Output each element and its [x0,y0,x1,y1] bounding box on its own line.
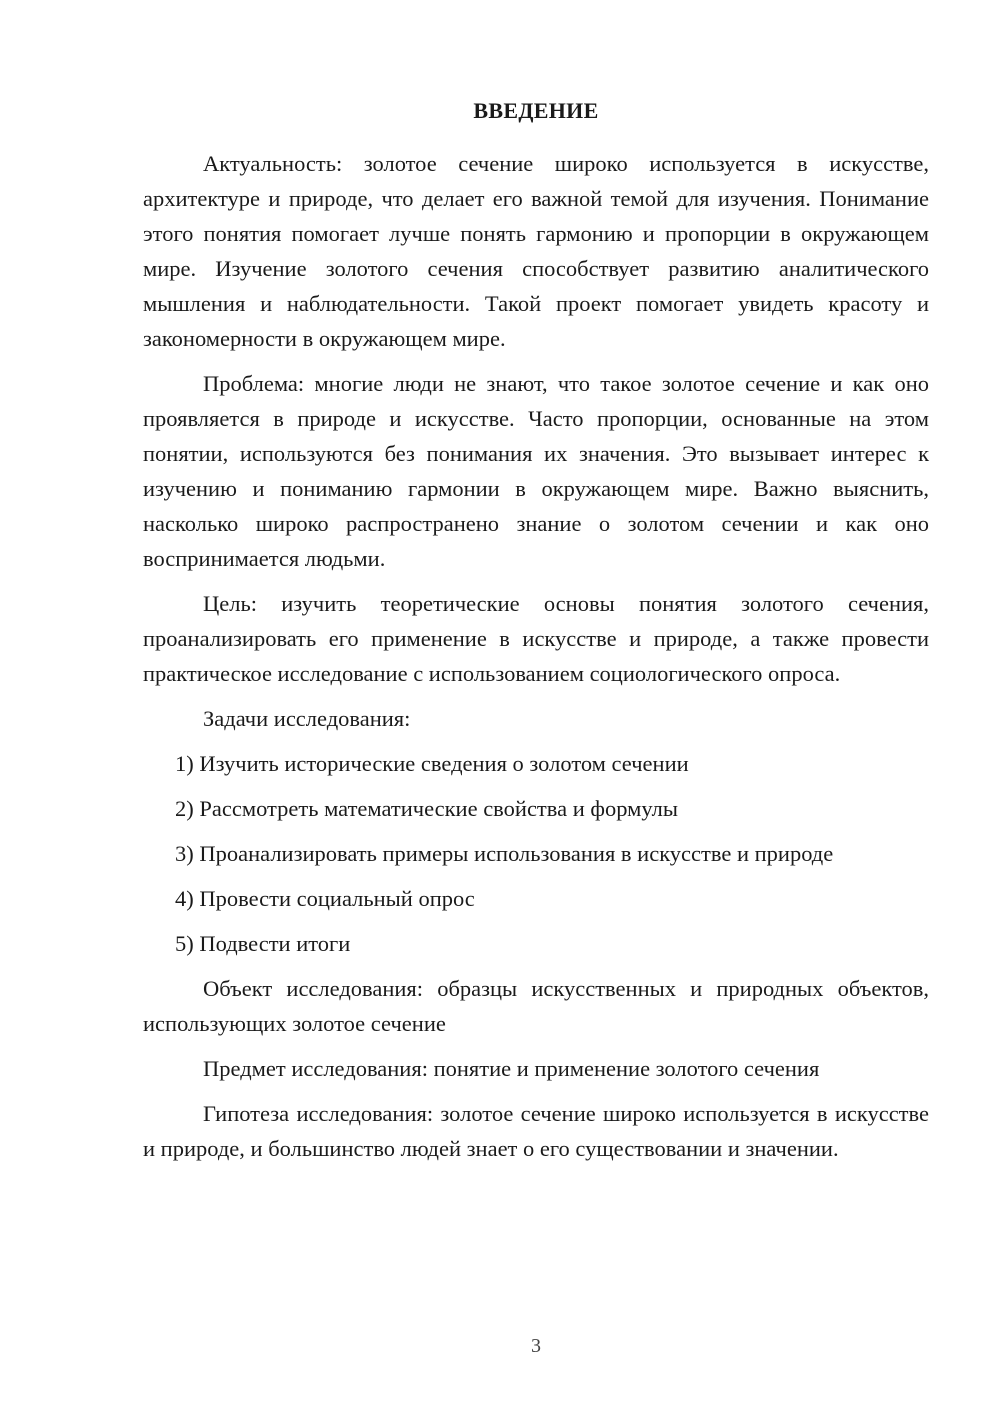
page-number: 3 [531,1335,541,1357]
document-body [143,146,929,1176]
task-item: 1) Изучить исторические сведения о золотом сечении [175,751,689,776]
page-title: ВВЕДЕНИЕ [473,98,599,123]
task-item: 4) Провести социальный опрос [175,886,475,911]
paragraph-hypothesis: Гипотеза исследования: золотое сечение широко используется в искусстве и природе, и большинство людей знает о его существовании и значении. [143,1101,929,1161]
tasks-heading: Задачи исследования: [203,706,411,731]
paragraph-problem: Проблема: многие люди не знают, что такое золотое сечение и как оно проявляется в природе и искусстве. Часто пропорции, основанные на этом понятии, используются без понимания их значения. Это вызывает интерес к изучению и пониманию гармонии в окружающем мире. Важно выяснить, насколько широко распространено знание о золотом сечении и как оно воспринимается людьми. [143,371,929,571]
task-item: 2) Рассмотреть математические свойства и формулы [175,796,678,821]
paragraph-object: Объект исследования: образцы искусственных и природных объектов, использующих золотое сечение [143,976,929,1036]
task-item: 3) Проанализировать примеры использования в искусстве и природе [175,841,834,866]
paragraph-goal: Цель: изучить теоретические основы понятия золотого сечения, проанализировать его применение в искусстве и природе, а также провести практическое исследование с использованием социологического опроса. [143,591,929,686]
paragraph-relevance: Актуальность: золотое сечение широко используется в искусстве, архитектуре и природе, что делает его важной темой для изучения. Понимание этого понятия помогает лучше понять гармонию и пропорции в окружающем мире. Изучение золотого сечения способствует развитию аналитического мышления и наблюдательности. Такой проект помогает увидеть красоту и закономерности в окружающем мире. [143,151,929,351]
task-item: 5) Подвести итоги [175,931,351,956]
paragraph-subject: Предмет исследования: понятие и применение золотого сечения [203,1056,820,1081]
